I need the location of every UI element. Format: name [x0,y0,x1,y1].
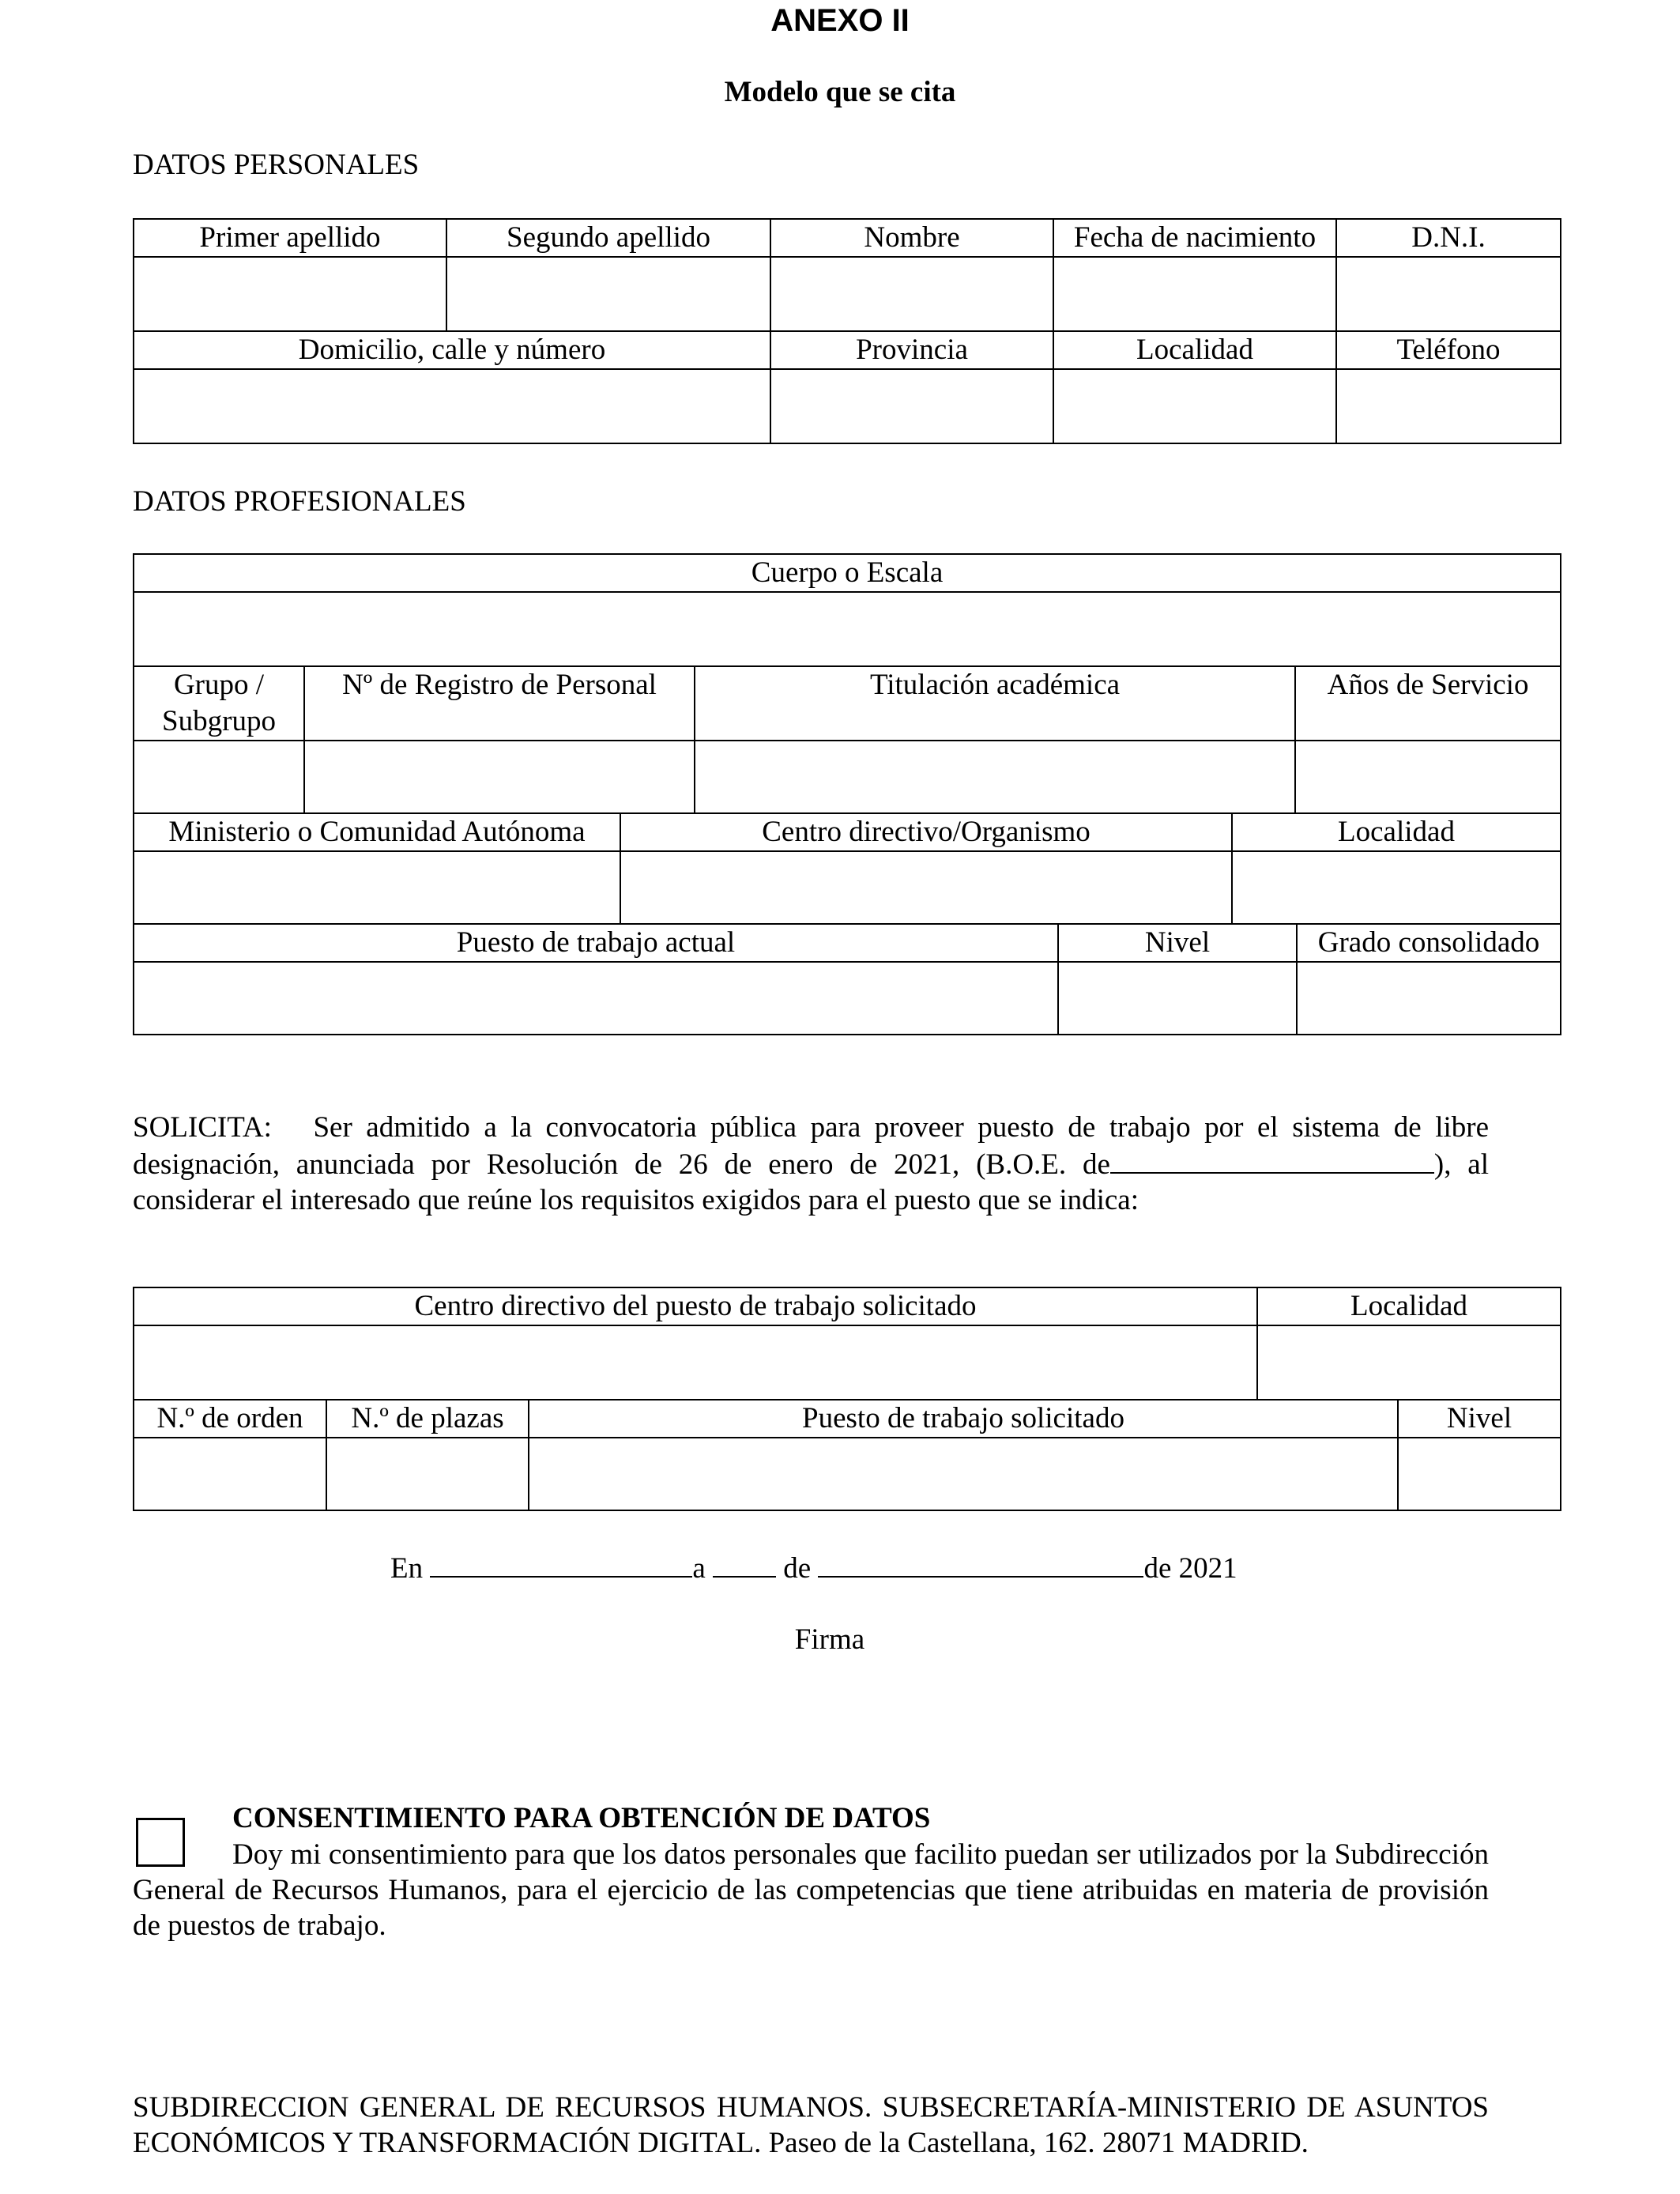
header-centro-solicitado: Centro directivo del puesto de trabajo solicitado [134,1287,1257,1325]
field-localidad-profesional[interactable] [1232,851,1561,924]
document-title: ANEXO II [770,3,910,38]
signature-a: a [692,1552,706,1585]
field-centro-directivo[interactable] [620,851,1232,924]
field-domicilio[interactable] [134,369,770,443]
field-grado-consolidado[interactable] [1297,962,1561,1035]
header-fecha-nacimiento: Fecha de nacimiento [1053,219,1336,257]
request-table-bottom [133,1399,1561,1511]
header-titulacion: Titulación académica [695,666,1295,741]
professional-data-table-middle [133,812,1561,925]
footer-address: SUBDIRECCION GENERAL DE RECURSOS HUMANOS. SUBSECRETARÍA-MINISTERIO DE ASUNTOS ECONÓMICOS Y TRANSFORMACIÓN DIGITAL. Paseo de la Castellana, 162. 28071 MADRID. [133,2091,1489,2159]
professional-data-table-bottom [133,923,1561,1035]
day-blank[interactable] [713,1549,776,1578]
header-centro-directivo: Centro directivo/Organismo [620,813,1232,851]
consent-text: Doy mi consentimiento para que los datos personales que facilito puedan ser utilizados por la Subdirección General de Recursos Humanos, para el ejercicio de las competencias que tiene atribuidas en materia de provisión de puestos de trabajo. [133,1838,1489,1942]
header-grupo-subgrupo: Grupo / Subgrupo [134,666,304,741]
solicita-label: SOLICITA: [133,1111,272,1144]
header-telefono: Teléfono [1336,331,1561,369]
header-dni: D.N.I. [1336,219,1561,257]
header-nivel-solicitado: Nivel [1398,1400,1561,1438]
field-nivel[interactable] [1058,962,1297,1035]
field-segundo-apellido[interactable] [446,257,770,331]
field-puesto-solicitado[interactable] [529,1438,1398,1510]
document-subtitle: Modelo que se cita [724,76,956,108]
header-domicilio: Domicilio, calle y número [134,331,770,369]
professional-data-table-top [133,553,1561,814]
header-primer-apellido: Primer apellido [134,219,446,257]
boe-date-blank[interactable] [1110,1145,1434,1174]
header-numero-plazas: N.º de plazas [326,1400,529,1438]
header-numero-orden: N.º de orden [134,1400,326,1438]
signature-date-line [390,1549,1237,1587]
section-title-personal: DATOS PERSONALES [133,149,420,181]
header-ministerio: Ministerio o Comunidad Autónoma [134,813,620,851]
header-localidad: Localidad [1053,331,1336,369]
field-anos-servicio[interactable] [1295,741,1561,813]
solicita-text-1: Ser admitido a la convocatoria pública para proveer puesto de trabajo por el sistema de libre designación, anunciada por Resolución de 26 de enero de 2021, (B.O.E. de [133,1111,1489,1181]
field-dni[interactable] [1336,257,1561,331]
section-title-professional: DATOS PROFESIONALES [133,485,466,518]
consent-title: CONSENTIMIENTO PARA OBTENCIÓN DE DATOS [232,1802,931,1834]
field-numero-orden[interactable] [134,1438,326,1510]
field-telefono[interactable] [1336,369,1561,443]
header-localidad-profesional: Localidad [1232,813,1561,851]
request-table-top [133,1287,1561,1400]
field-centro-solicitado[interactable] [134,1325,1257,1400]
field-localidad[interactable] [1053,369,1336,443]
field-puesto-actual[interactable] [134,962,1058,1035]
signature-firma: Firma [794,1623,865,1656]
header-anos-servicio: Años de Servicio [1295,666,1561,741]
header-puesto-actual: Puesto de trabajo actual [134,924,1058,962]
signature-year: de 2021 [1143,1552,1237,1585]
header-grado-consolidado: Grado consolidado [1297,924,1561,962]
signature-en: En [390,1552,424,1585]
header-segundo-apellido: Segundo apellido [446,219,770,257]
header-cuerpo-escala: Cuerpo o Escala [134,554,1561,592]
solicita-paragraph [133,1110,1489,1218]
header-nivel: Nivel [1058,924,1297,962]
header-registro-personal: Nº de Registro de Personal [304,666,695,741]
personal-data-table [133,218,1561,444]
place-blank[interactable] [430,1549,692,1578]
header-nombre: Nombre [770,219,1053,257]
month-blank[interactable] [818,1549,1143,1578]
field-titulacion[interactable] [695,741,1295,813]
header-provincia: Provincia [770,331,1053,369]
field-numero-plazas[interactable] [326,1438,529,1510]
field-ministerio[interactable] [134,851,620,924]
solicita-text-2: ), al considerar el interesado que reúne los requisitos exigidos para el puesto que se indica: [133,1148,1489,1216]
signature-de: de [783,1552,812,1585]
field-nivel-solicitado[interactable] [1398,1438,1561,1510]
field-localidad-solicitada[interactable] [1257,1325,1561,1400]
header-localidad-solicitada: Localidad [1257,1287,1561,1325]
header-puesto-solicitado: Puesto de trabajo solicitado [529,1400,1398,1438]
field-fecha-nacimiento[interactable] [1053,257,1336,331]
field-registro-personal[interactable] [304,741,695,813]
field-cuerpo-escala[interactable] [134,592,1561,666]
field-provincia[interactable] [770,369,1053,443]
field-nombre[interactable] [770,257,1053,331]
field-grupo-subgrupo[interactable] [134,741,304,813]
field-primer-apellido[interactable] [134,257,446,331]
